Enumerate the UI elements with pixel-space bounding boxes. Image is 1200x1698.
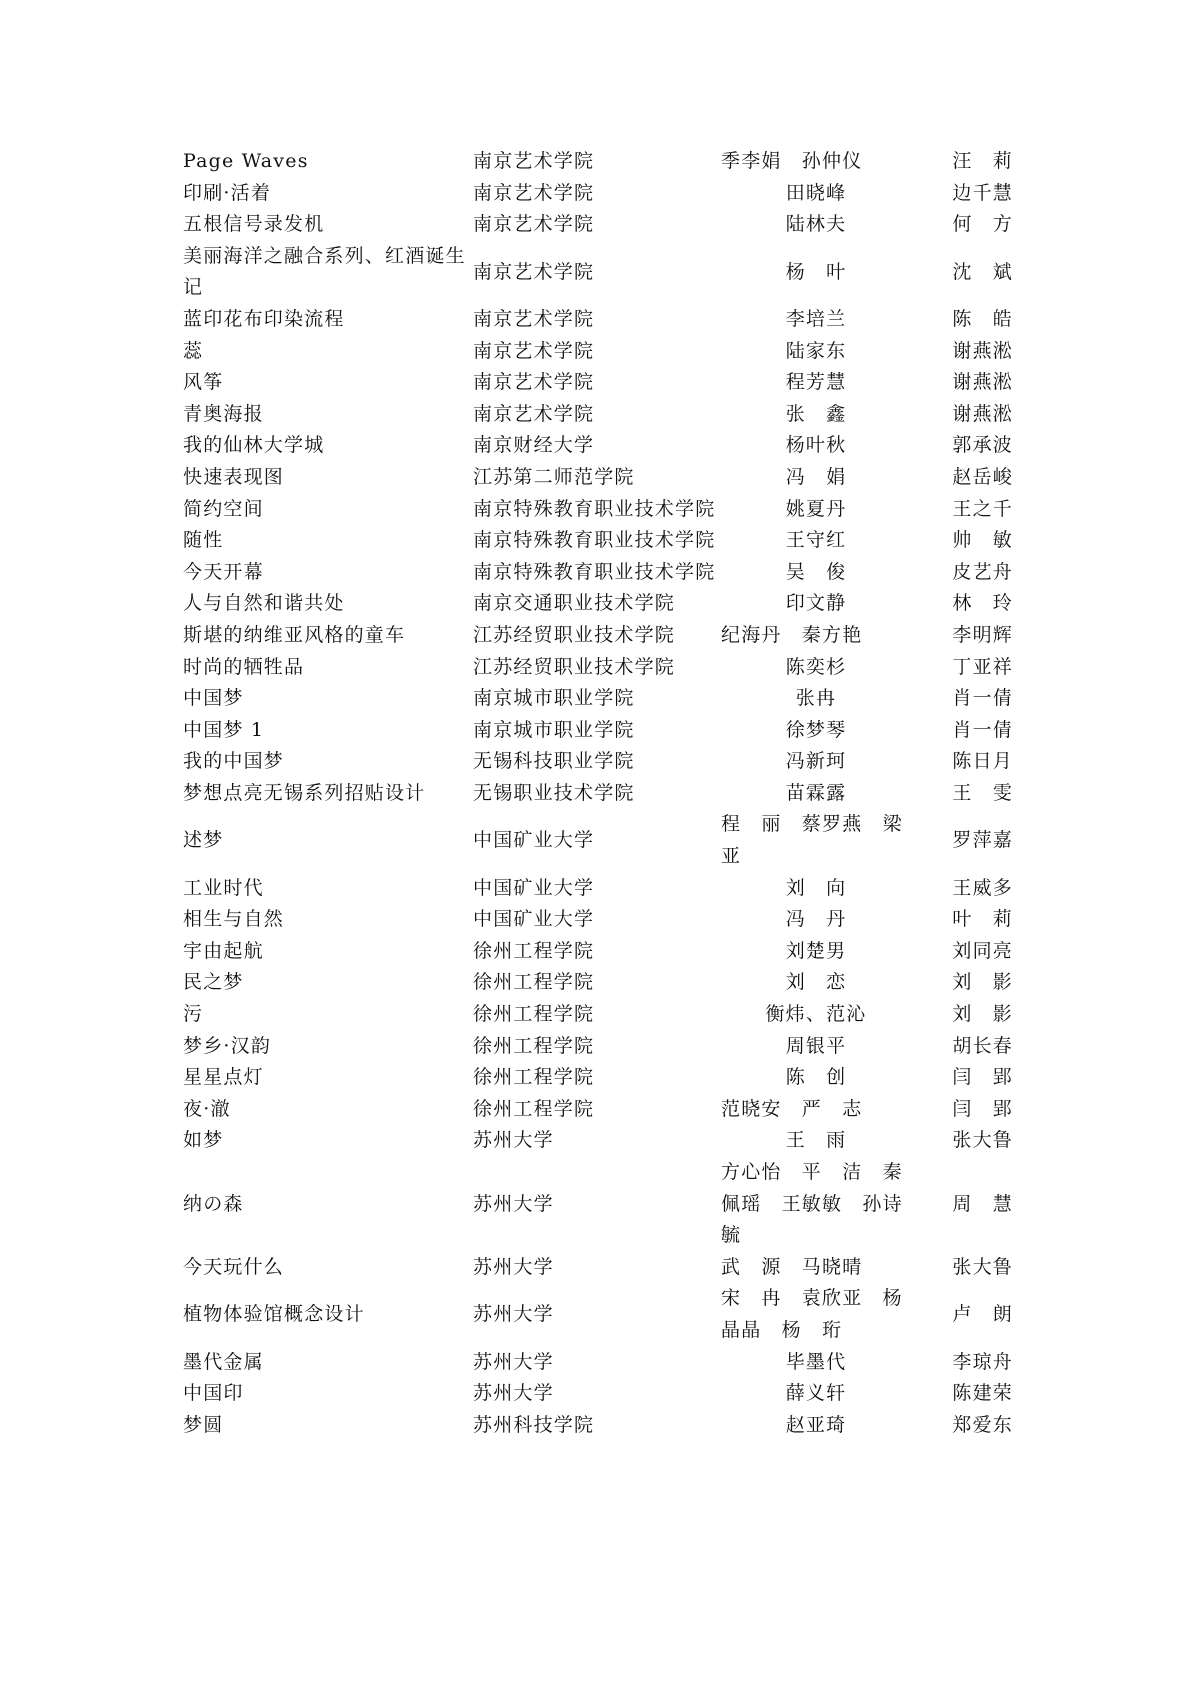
author-names: 冯新珂 — [785, 750, 847, 773]
work-title: 人与自然和谐共处 — [183, 592, 345, 615]
work-title: 梦圆 — [183, 1413, 224, 1436]
school-name: 江苏经贸职业技术学院 — [473, 623, 676, 646]
work-title: 墨代金属 — [183, 1350, 264, 1373]
school-name: 苏州大学 — [473, 1350, 554, 1373]
advisor-name: 闫 郢 — [952, 1097, 1013, 1120]
advisor-name: 帅 敏 — [952, 529, 1013, 552]
school-name: 无锡科技职业学院 — [473, 750, 635, 773]
table-row — [183, 178, 1013, 210]
advisor-name: 卢 朗 — [952, 1303, 1013, 1326]
school-name: 苏州大学 — [473, 1255, 554, 1278]
school-name: 南京艺术学院 — [473, 339, 595, 362]
work-title: 快速表现图 — [183, 465, 285, 488]
advisor-name: 边千慧 — [952, 181, 1013, 204]
work-title: 相生与自然 — [183, 908, 285, 931]
advisor-name: 周 慧 — [952, 1192, 1013, 1215]
work-title: 今天玩什么 — [183, 1255, 285, 1278]
table-row — [183, 1347, 1013, 1379]
school-name: 江苏经贸职业技术学院 — [473, 655, 676, 678]
advisor-name: 谢燕淞 — [952, 371, 1013, 394]
table-row — [183, 1410, 1013, 1442]
school-name: 苏州大学 — [473, 1192, 554, 1215]
advisor-name: 叶 莉 — [952, 908, 1013, 931]
school-name: 南京财经大学 — [473, 434, 595, 457]
table-row — [183, 588, 1013, 620]
school-name: 南京特殊教育职业技术学院 — [473, 529, 716, 552]
advisor-name: 闫 郢 — [952, 1066, 1013, 1089]
advisor-name: 郑爱东 — [952, 1413, 1013, 1436]
work-title: Page Waves — [183, 150, 309, 172]
table-row — [183, 778, 1013, 810]
author-names: 冯 丹 — [785, 908, 847, 931]
advisor-name: 赵岳峻 — [952, 465, 1013, 488]
school-name: 南京艺术学院 — [473, 150, 595, 172]
author-names: 冯 娟 — [785, 465, 847, 488]
table-row — [183, 1283, 1013, 1346]
work-title: 时尚的牺牲品 — [183, 655, 305, 678]
work-title: 风筝 — [183, 371, 224, 394]
table-row — [183, 304, 1013, 336]
table-row — [183, 241, 1013, 304]
work-title: 青奥海报 — [183, 402, 264, 425]
author-names: 田晓峰 — [785, 181, 847, 204]
author-names: 张 鑫 — [785, 402, 847, 425]
table-row — [183, 1094, 1013, 1126]
advisor-name: 皮艺舟 — [952, 560, 1013, 583]
table-row — [183, 620, 1013, 652]
school-name: 南京艺术学院 — [473, 260, 595, 283]
school-name: 徐州工程学院 — [473, 1066, 595, 1089]
author-names: 程芳慧 — [785, 371, 847, 394]
school-name: 中国矿业大学 — [473, 829, 595, 852]
advisor-name: 谢燕淞 — [952, 402, 1013, 425]
table-row — [183, 525, 1013, 557]
work-title: 梦乡·汉韵 — [183, 1034, 272, 1057]
table-row — [183, 967, 1013, 999]
work-title: 污 — [183, 1003, 204, 1026]
work-title: 民之梦 — [183, 971, 244, 994]
work-title: 中国梦 1 — [183, 718, 265, 741]
table-row — [183, 652, 1013, 684]
author-names: 范晓安 严 志 — [721, 1097, 863, 1120]
work-title: 工业时代 — [183, 876, 264, 899]
table-row — [183, 1125, 1013, 1157]
advisor-name: 陈日月 — [952, 750, 1013, 773]
table-row — [183, 809, 1013, 872]
author-names: 王 雨 — [785, 1129, 847, 1152]
school-name: 苏州大学 — [473, 1382, 554, 1405]
work-title: 中国梦 — [183, 687, 244, 710]
table-row — [183, 1378, 1013, 1410]
work-title: 纳の森 — [183, 1192, 244, 1215]
author-names: 陆林夫 — [785, 213, 847, 236]
author-names: 杨 叶 — [785, 260, 847, 283]
work-title: 简约空间 — [183, 497, 264, 520]
author-names: 陈 创 — [785, 1066, 847, 1089]
work-title: 印刷·活着 — [183, 181, 272, 204]
advisor-name: 林 玲 — [952, 592, 1013, 615]
table-row — [183, 1031, 1013, 1063]
author-names: 王守红 — [785, 529, 847, 552]
table-row — [183, 999, 1013, 1031]
school-name: 苏州大学 — [473, 1303, 554, 1326]
advisor-name: 肖一倩 — [952, 687, 1013, 710]
advisor-name: 张大鲁 — [952, 1255, 1013, 1278]
author-names: 衡炜、范沁 — [765, 1003, 867, 1026]
table-row — [183, 904, 1013, 936]
school-name: 南京艺术学院 — [473, 181, 595, 204]
table-row — [183, 715, 1013, 747]
school-name: 苏州大学 — [473, 1129, 554, 1152]
advisor-name: 张大鲁 — [952, 1129, 1013, 1152]
advisor-name: 王 雯 — [952, 781, 1013, 804]
table-row — [183, 873, 1013, 905]
author-names: 毕墨代 — [785, 1350, 847, 1373]
table-row — [183, 336, 1013, 368]
author-names: 程 丽 蔡罗燕 梁 亚 — [721, 813, 924, 868]
advisor-name: 沈 斌 — [952, 260, 1013, 283]
school-name: 徐州工程学院 — [473, 1034, 595, 1057]
author-names: 陈奕杉 — [785, 655, 847, 678]
school-name: 无锡职业技术学院 — [473, 781, 635, 804]
school-name: 南京特殊教育职业技术学院 — [473, 497, 716, 520]
author-names: 武 源 马晓晴 — [721, 1255, 863, 1278]
advisor-name: 郭承波 — [952, 434, 1013, 457]
author-names: 薛义轩 — [785, 1382, 847, 1405]
advisor-name: 肖一倩 — [952, 718, 1013, 741]
table-row — [183, 683, 1013, 715]
work-title: 宇由起航 — [183, 939, 264, 962]
advisor-name: 罗萍嘉 — [952, 829, 1013, 852]
school-name: 南京艺术学院 — [473, 307, 595, 330]
work-title: 今天开幕 — [183, 560, 264, 583]
advisor-name: 王之千 — [952, 497, 1013, 520]
author-names: 宋 冉 袁欣亚 杨晶晶 杨 珩 — [721, 1287, 903, 1341]
advisor-name: 王威多 — [952, 876, 1013, 899]
author-names: 赵亚琦 — [785, 1413, 847, 1436]
school-name: 南京艺术学院 — [473, 402, 595, 425]
author-names: 姚夏丹 — [785, 497, 847, 520]
author-names: 印文静 — [785, 592, 847, 615]
advisor-name: 何 方 — [952, 213, 1013, 236]
school-name: 江苏第二师范学院 — [473, 465, 635, 488]
advisor-name: 陈 皓 — [952, 307, 1013, 330]
work-title: 中国印 — [183, 1382, 244, 1405]
school-name: 南京艺术学院 — [473, 213, 595, 236]
table-row — [183, 430, 1013, 462]
award-table — [183, 146, 1013, 1441]
author-names: 刘楚男 — [785, 939, 847, 962]
table-row — [183, 557, 1013, 589]
school-name: 南京城市职业学院 — [473, 687, 635, 710]
work-title: 植物体验馆概念设计 — [183, 1303, 365, 1326]
work-title: 随性 — [183, 529, 224, 552]
advisor-name: 谢燕淞 — [952, 339, 1013, 362]
author-names: 陆家东 — [785, 339, 847, 362]
work-title: 夜·澈 — [183, 1097, 231, 1120]
school-name: 中国矿业大学 — [473, 876, 595, 899]
school-name: 徐州工程学院 — [473, 971, 595, 994]
advisor-name: 李明辉 — [952, 623, 1013, 646]
work-title: 蓝印花布印染流程 — [183, 307, 345, 330]
author-names: 纪海丹 秦方艳 — [721, 623, 863, 646]
author-names: 张冉 — [795, 687, 837, 710]
author-names: 周银平 — [785, 1034, 847, 1057]
table-row — [183, 1252, 1013, 1284]
table-row — [183, 209, 1013, 241]
advisor-name: 胡长春 — [952, 1034, 1013, 1057]
table-row — [183, 936, 1013, 968]
school-name: 徐州工程学院 — [473, 939, 595, 962]
school-name: 南京特殊教育职业技术学院 — [473, 560, 716, 583]
author-names: 苗霖露 — [785, 781, 847, 804]
author-names: 刘 恋 — [785, 971, 847, 994]
work-title: 我的中国梦 — [183, 750, 285, 773]
table-row — [183, 1062, 1013, 1094]
school-name: 南京艺术学院 — [473, 371, 595, 394]
author-names: 刘 向 — [785, 876, 847, 899]
school-name: 南京交通职业技术学院 — [473, 592, 676, 615]
advisor-name: 丁亚祥 — [952, 655, 1013, 678]
table-row — [183, 146, 1013, 178]
work-title: 美丽海洋之融合系列、红酒诞生记 — [183, 244, 466, 299]
table-row — [183, 494, 1013, 526]
work-title: 星星点灯 — [183, 1066, 264, 1089]
advisor-name: 李琼舟 — [952, 1350, 1013, 1373]
table-row — [183, 399, 1013, 431]
author-names: 杨叶秋 — [785, 434, 847, 457]
author-names: 吴 俊 — [785, 560, 847, 583]
work-title: 蕊 — [183, 339, 204, 362]
author-names: 李培兰 — [785, 307, 847, 330]
school-name: 苏州科技学院 — [473, 1413, 595, 1436]
school-name: 徐州工程学院 — [473, 1097, 595, 1120]
advisor-name: 刘 影 — [952, 1003, 1013, 1026]
author-names: 徐梦琴 — [785, 718, 847, 741]
advisor-name: 陈建荣 — [952, 1382, 1013, 1405]
school-name: 南京城市职业学院 — [473, 718, 635, 741]
work-title: 梦想点亮无锡系列招贴设计 — [183, 781, 426, 804]
table-row — [183, 746, 1013, 778]
work-title: 述梦 — [183, 829, 224, 852]
work-title: 如梦 — [183, 1129, 224, 1152]
work-title: 斯堪的纳维亚风格的童车 — [183, 623, 406, 646]
school-name: 中国矿业大学 — [473, 908, 595, 931]
advisor-name: 刘同亮 — [952, 939, 1013, 962]
table-row — [183, 462, 1013, 494]
table-row — [183, 367, 1013, 399]
advisor-name: 汪 莉 — [952, 150, 1013, 172]
school-name: 徐州工程学院 — [473, 1003, 595, 1026]
work-title: 我的仙林大学城 — [183, 434, 325, 457]
advisor-name: 刘 影 — [952, 971, 1013, 994]
table-row — [183, 1157, 1013, 1252]
work-title: 五根信号录发机 — [183, 213, 325, 236]
author-names: 季李娟 孙仲仪 — [721, 150, 863, 172]
author-names: 方心怡 平 洁 秦佩瑶 王敏敏 孙诗毓 — [721, 1161, 903, 1247]
